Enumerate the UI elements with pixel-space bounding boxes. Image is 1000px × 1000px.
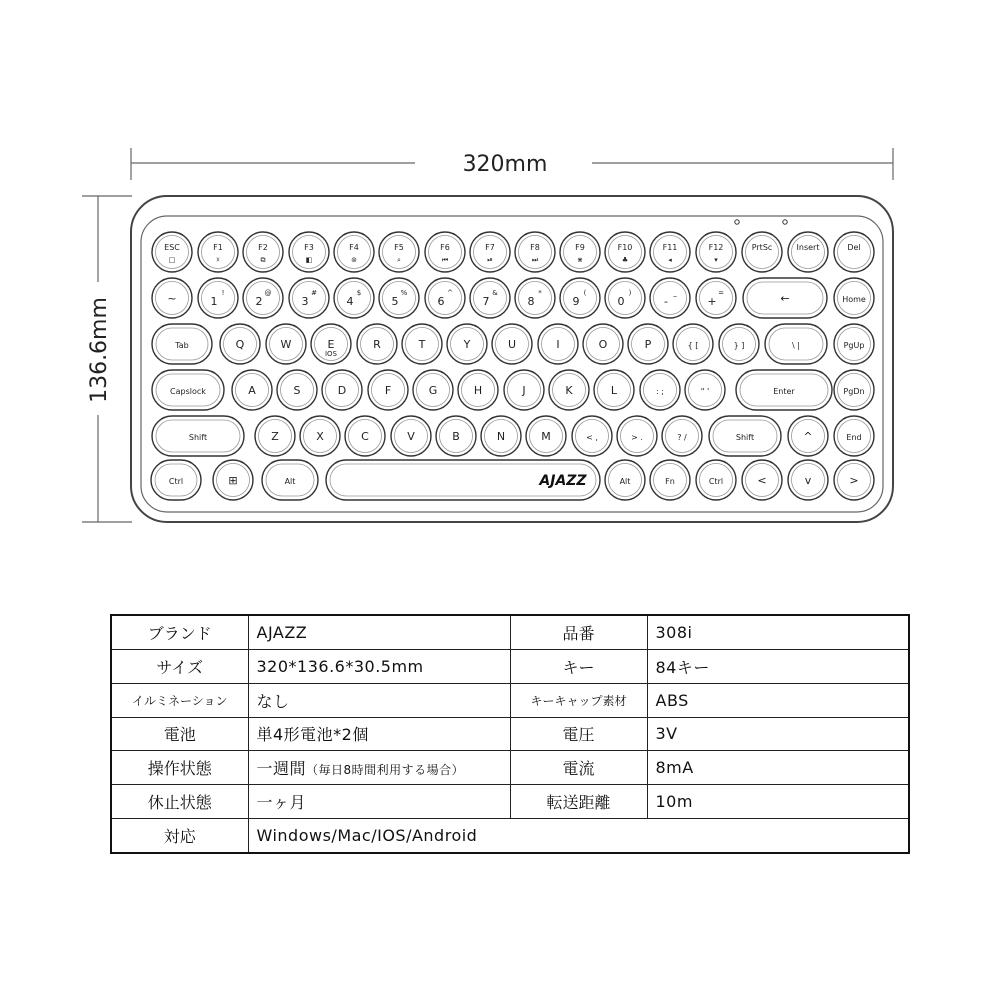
- key-label: } ]: [733, 341, 745, 350]
- key-label: O: [598, 338, 608, 351]
- key[interactable]: [300, 416, 340, 456]
- key[interactable]: [470, 232, 510, 272]
- key-label: F3: [304, 243, 314, 252]
- key[interactable]: [583, 324, 623, 364]
- key-label: 6: [437, 295, 445, 308]
- spec-label-text: 電流: [562, 759, 595, 779]
- spec-label: [111, 649, 248, 683]
- key[interactable]: [391, 416, 431, 456]
- spec-value: [647, 751, 909, 785]
- key[interactable]: [560, 278, 600, 318]
- key[interactable]: [345, 416, 385, 456]
- key-sublabel: ): [628, 289, 632, 297]
- key-sublabel: ♣: [621, 256, 629, 264]
- key[interactable]: [243, 232, 283, 272]
- key-label: Tab: [175, 341, 189, 350]
- key[interactable]: [152, 278, 192, 318]
- key-sublabel: ^: [447, 289, 453, 297]
- key-label: F8: [530, 243, 540, 252]
- key-label: +: [707, 295, 717, 308]
- spec-label-text: 品番: [562, 623, 595, 643]
- spec-value: [647, 649, 909, 683]
- key-sublabel: ◧: [305, 256, 313, 264]
- key[interactable]: [788, 232, 828, 272]
- key-label: ⊞: [228, 474, 238, 487]
- spec-label-text: 操作状態: [147, 759, 212, 779]
- key-sublabel: ⋇: [577, 256, 583, 264]
- spec-value-text: 一ヶ月: [256, 793, 307, 813]
- key-label: N: [496, 430, 506, 443]
- key[interactable]: [255, 416, 295, 456]
- key[interactable]: [605, 278, 645, 318]
- key-sublabel: !: [221, 289, 225, 297]
- key-label: A: [248, 384, 256, 397]
- spec-label: [510, 649, 647, 683]
- key-label: 1: [210, 295, 218, 308]
- key-label: Z: [271, 430, 279, 443]
- spec-label-text: 電圧: [562, 725, 595, 745]
- spec-value-text: 308i: [655, 622, 693, 642]
- spec-row: [111, 717, 909, 751]
- key-label: P: [644, 338, 652, 351]
- spec-label-text: サイズ: [156, 657, 204, 677]
- key[interactable]: [152, 416, 244, 456]
- key-label: F10: [617, 243, 633, 252]
- key[interactable]: [560, 232, 600, 272]
- key-label: J: [522, 384, 526, 397]
- key[interactable]: [198, 232, 238, 272]
- key-label: ^: [803, 430, 813, 443]
- key-label: S: [293, 384, 301, 397]
- key-label: B: [452, 430, 460, 443]
- key-label: 9: [572, 295, 580, 308]
- key[interactable]: [151, 460, 201, 500]
- key-label: Alt: [619, 477, 631, 486]
- key[interactable]: [152, 232, 192, 272]
- key-label: Fn: [665, 477, 675, 486]
- key[interactable]: [213, 460, 253, 500]
- spec-value: [647, 615, 909, 649]
- key-label: F2: [258, 243, 268, 252]
- key[interactable]: [262, 460, 318, 500]
- key[interactable]: [198, 278, 238, 318]
- spec-label-text: イルミネーション: [131, 693, 228, 708]
- key[interactable]: [515, 278, 555, 318]
- key[interactable]: [742, 460, 782, 500]
- spec-value: [248, 649, 510, 683]
- key[interactable]: [526, 416, 566, 456]
- spec-value-text: 3V: [655, 724, 678, 744]
- spec-row: [111, 683, 909, 717]
- key[interactable]: [379, 232, 419, 272]
- spec-label-text: 電池: [163, 725, 196, 745]
- key[interactable]: [696, 232, 736, 272]
- width-label: 320mm: [462, 152, 548, 177]
- key-sublabel: $: [356, 289, 362, 297]
- key-label: Del: [847, 243, 861, 252]
- key-label: PgUp: [843, 341, 865, 350]
- key-label: Y: [463, 338, 471, 351]
- key-label: Insert: [796, 243, 820, 252]
- key-label: Ctrl: [708, 477, 724, 486]
- key-label: PgDn: [843, 387, 865, 396]
- key-sublabel: %: [400, 289, 408, 297]
- key-label: W: [280, 338, 292, 351]
- key-label: ? /: [677, 433, 687, 442]
- spec-label-text: キー: [562, 657, 595, 677]
- key[interactable]: [334, 278, 374, 318]
- spec-value-text: 単4形電池*2個: [256, 725, 369, 745]
- key[interactable]: [549, 370, 589, 410]
- key[interactable]: [834, 416, 874, 456]
- key-label: Home: [842, 295, 866, 304]
- key[interactable]: [834, 460, 874, 500]
- key[interactable]: [788, 416, 828, 456]
- key-label: 4: [346, 295, 354, 308]
- key[interactable]: [834, 278, 874, 318]
- key-sublabel: @: [264, 289, 272, 297]
- key[interactable]: [289, 232, 329, 272]
- key[interactable]: [379, 278, 419, 318]
- key[interactable]: [425, 278, 465, 318]
- key-sublabel: ▾: [714, 256, 718, 264]
- key[interactable]: [650, 278, 690, 318]
- key-sublabel: ⏭: [531, 256, 539, 264]
- key-label: 7: [482, 295, 490, 308]
- spec-label: [510, 683, 647, 717]
- key-sublabel: *: [538, 289, 542, 297]
- key-label: < ,: [586, 433, 598, 442]
- spec-value: [647, 683, 909, 717]
- key-label: ←: [780, 292, 790, 305]
- key[interactable]: [515, 232, 555, 272]
- key-label: Q: [235, 338, 245, 351]
- key-label: F11: [662, 243, 678, 252]
- key-label: Shift: [735, 433, 755, 442]
- key-label: I: [556, 338, 560, 351]
- spec-row: [111, 785, 909, 819]
- key[interactable]: [277, 370, 317, 410]
- key-label: Ctrl: [168, 477, 184, 486]
- key[interactable]: [243, 278, 283, 318]
- key-label: PrtSc: [751, 243, 773, 252]
- spec-row: [111, 649, 909, 683]
- key[interactable]: [617, 416, 657, 456]
- key-label: 5: [391, 295, 399, 308]
- spec-label: [510, 717, 647, 751]
- key-sublabel: ☓: [216, 256, 220, 264]
- spec-value: [248, 683, 510, 717]
- key-label: F4: [349, 243, 359, 252]
- key-label: ESC: [164, 243, 180, 252]
- key[interactable]: [605, 460, 645, 500]
- key[interactable]: [662, 416, 702, 456]
- key-label: Enter: [773, 387, 795, 396]
- key-label: D: [337, 384, 347, 397]
- key-label: : ;: [656, 387, 664, 396]
- spec-value-text: Windows/Mac/IOS/Android: [256, 826, 478, 846]
- spec-value: [248, 615, 510, 649]
- key-label: 0: [617, 295, 625, 308]
- key-label: -: [664, 295, 668, 308]
- key-label: L: [610, 384, 618, 397]
- spec-label: [510, 751, 647, 785]
- key[interactable]: [650, 460, 690, 500]
- spec-value: [248, 785, 510, 819]
- key-sublabel: =: [718, 289, 724, 297]
- key-label: X: [316, 430, 324, 443]
- key-label: >: [849, 474, 859, 487]
- spec-value-text: ABS: [655, 690, 689, 710]
- key-label: V: [407, 430, 415, 443]
- key-label: H: [473, 384, 483, 397]
- key[interactable]: [492, 324, 532, 364]
- key[interactable]: [628, 324, 668, 364]
- key[interactable]: [765, 324, 827, 364]
- spec-label-text: 対応: [163, 827, 196, 847]
- brand-logo: AJAZZ: [539, 473, 587, 489]
- key-label: Shift: [188, 433, 208, 442]
- spec-value: [248, 751, 510, 785]
- key-label: F: [384, 384, 392, 397]
- key[interactable]: [425, 232, 465, 272]
- key-label: G: [428, 384, 438, 397]
- key-label: v: [804, 474, 812, 487]
- key-label: 8: [527, 295, 535, 308]
- key-label: " ': [700, 387, 710, 396]
- key[interactable]: [220, 324, 260, 364]
- spec-table: [110, 614, 910, 854]
- key[interactable]: [470, 278, 510, 318]
- key-sublabel: ⏯: [487, 256, 493, 264]
- key-sublabel: ⧉: [260, 256, 266, 264]
- key[interactable]: [719, 324, 759, 364]
- spec-label: [111, 751, 248, 785]
- key[interactable]: [742, 232, 782, 272]
- key[interactable]: [447, 324, 487, 364]
- key[interactable]: [673, 324, 713, 364]
- key[interactable]: [650, 232, 690, 272]
- spec-label-text: 休止状態: [147, 793, 212, 813]
- key[interactable]: [538, 324, 578, 364]
- key-label: F6: [440, 243, 450, 252]
- spec-label: [111, 819, 248, 853]
- spec-label-text: 転送距離: [546, 793, 611, 813]
- key[interactable]: [402, 324, 442, 364]
- key[interactable]: [326, 460, 600, 500]
- key[interactable]: [152, 324, 212, 364]
- key[interactable]: [736, 370, 832, 410]
- key[interactable]: [696, 278, 736, 318]
- key-label: > .: [631, 433, 643, 442]
- key[interactable]: [605, 232, 645, 272]
- height-label: 136.6mm: [87, 297, 112, 403]
- key-sublabel: &: [492, 289, 498, 297]
- key-label: 2: [255, 295, 263, 308]
- key-label: Alt: [284, 477, 296, 486]
- spec-row: [111, 615, 909, 649]
- key-sublabel: □: [168, 256, 176, 264]
- spec-value-text: 320*136.6*30.5mm: [256, 656, 424, 676]
- key[interactable]: [834, 324, 874, 364]
- key[interactable]: [152, 370, 224, 410]
- key[interactable]: [436, 416, 476, 456]
- key[interactable]: [266, 324, 306, 364]
- key-label: C: [361, 430, 369, 443]
- key-label: M: [541, 430, 551, 443]
- spec-value-text: 一週間: [256, 759, 307, 779]
- spec-value: [248, 717, 510, 751]
- key-sublabel: (: [583, 289, 587, 297]
- spec-label: [510, 785, 647, 819]
- key-label: T: [418, 338, 426, 351]
- key[interactable]: [834, 232, 874, 272]
- spec-value-text: 10m: [655, 792, 693, 812]
- key-sublabel: IOS: [324, 350, 338, 358]
- key[interactable]: [685, 370, 725, 410]
- key[interactable]: [357, 324, 397, 364]
- key[interactable]: [311, 324, 351, 364]
- spec-value: [248, 819, 909, 853]
- spec-row: [111, 751, 909, 785]
- spec-value-text: なし: [256, 691, 290, 711]
- key[interactable]: [289, 278, 329, 318]
- key-sublabel: ⏮: [441, 256, 449, 264]
- key[interactable]: [788, 460, 828, 500]
- key-label: F1: [213, 243, 223, 252]
- key-label: ~: [167, 292, 177, 305]
- key[interactable]: [232, 370, 272, 410]
- key[interactable]: [572, 416, 612, 456]
- key[interactable]: [368, 370, 408, 410]
- key-label: F7: [485, 243, 495, 252]
- key[interactable]: [743, 278, 827, 318]
- spec-label: [111, 785, 248, 819]
- key-label: F5: [394, 243, 404, 252]
- key-label: E: [327, 338, 335, 351]
- key[interactable]: [696, 460, 736, 500]
- spec-label-text: ブランド: [147, 623, 212, 643]
- key[interactable]: [413, 370, 453, 410]
- key-sublabel: _: [673, 289, 677, 297]
- spec-value-text: AJAZZ: [256, 622, 308, 642]
- key-sublabel: #: [311, 289, 317, 297]
- key[interactable]: [458, 370, 498, 410]
- spec-row: [111, 819, 909, 853]
- key-label: F9: [575, 243, 585, 252]
- spec-label-text: キーキャップ素材: [530, 693, 627, 708]
- spec-value-text: 84キー: [655, 657, 710, 677]
- key-label: Capslock: [170, 387, 206, 396]
- key-label: End: [846, 433, 862, 442]
- key[interactable]: [640, 370, 680, 410]
- key[interactable]: [504, 370, 544, 410]
- key-label: { [: [687, 341, 699, 350]
- key-sublabel: ◂: [668, 256, 672, 264]
- spec-value-text: 8mA: [655, 758, 694, 778]
- key[interactable]: [834, 370, 874, 410]
- key-sublabel: ⊚: [351, 256, 357, 264]
- spec-label: [111, 615, 248, 649]
- spec-value-note: （毎日8時間利用する場合）: [306, 763, 465, 778]
- key[interactable]: [322, 370, 362, 410]
- key-sublabel: ⌕: [397, 256, 401, 264]
- key-label: K: [565, 384, 573, 397]
- key[interactable]: [594, 370, 634, 410]
- key[interactable]: [334, 232, 374, 272]
- spec-value: [647, 785, 909, 819]
- key-label: \ |: [792, 341, 800, 350]
- key-label: <: [757, 474, 767, 487]
- spec-label: [510, 615, 647, 649]
- key-label: U: [507, 338, 517, 351]
- key-label: R: [373, 338, 381, 351]
- key[interactable]: [709, 416, 781, 456]
- key-label: F12: [708, 243, 724, 252]
- spec-label: [111, 717, 248, 751]
- key[interactable]: [481, 416, 521, 456]
- key-label: 3: [301, 295, 309, 308]
- spec-value: [647, 717, 909, 751]
- spec-label: [111, 683, 248, 717]
